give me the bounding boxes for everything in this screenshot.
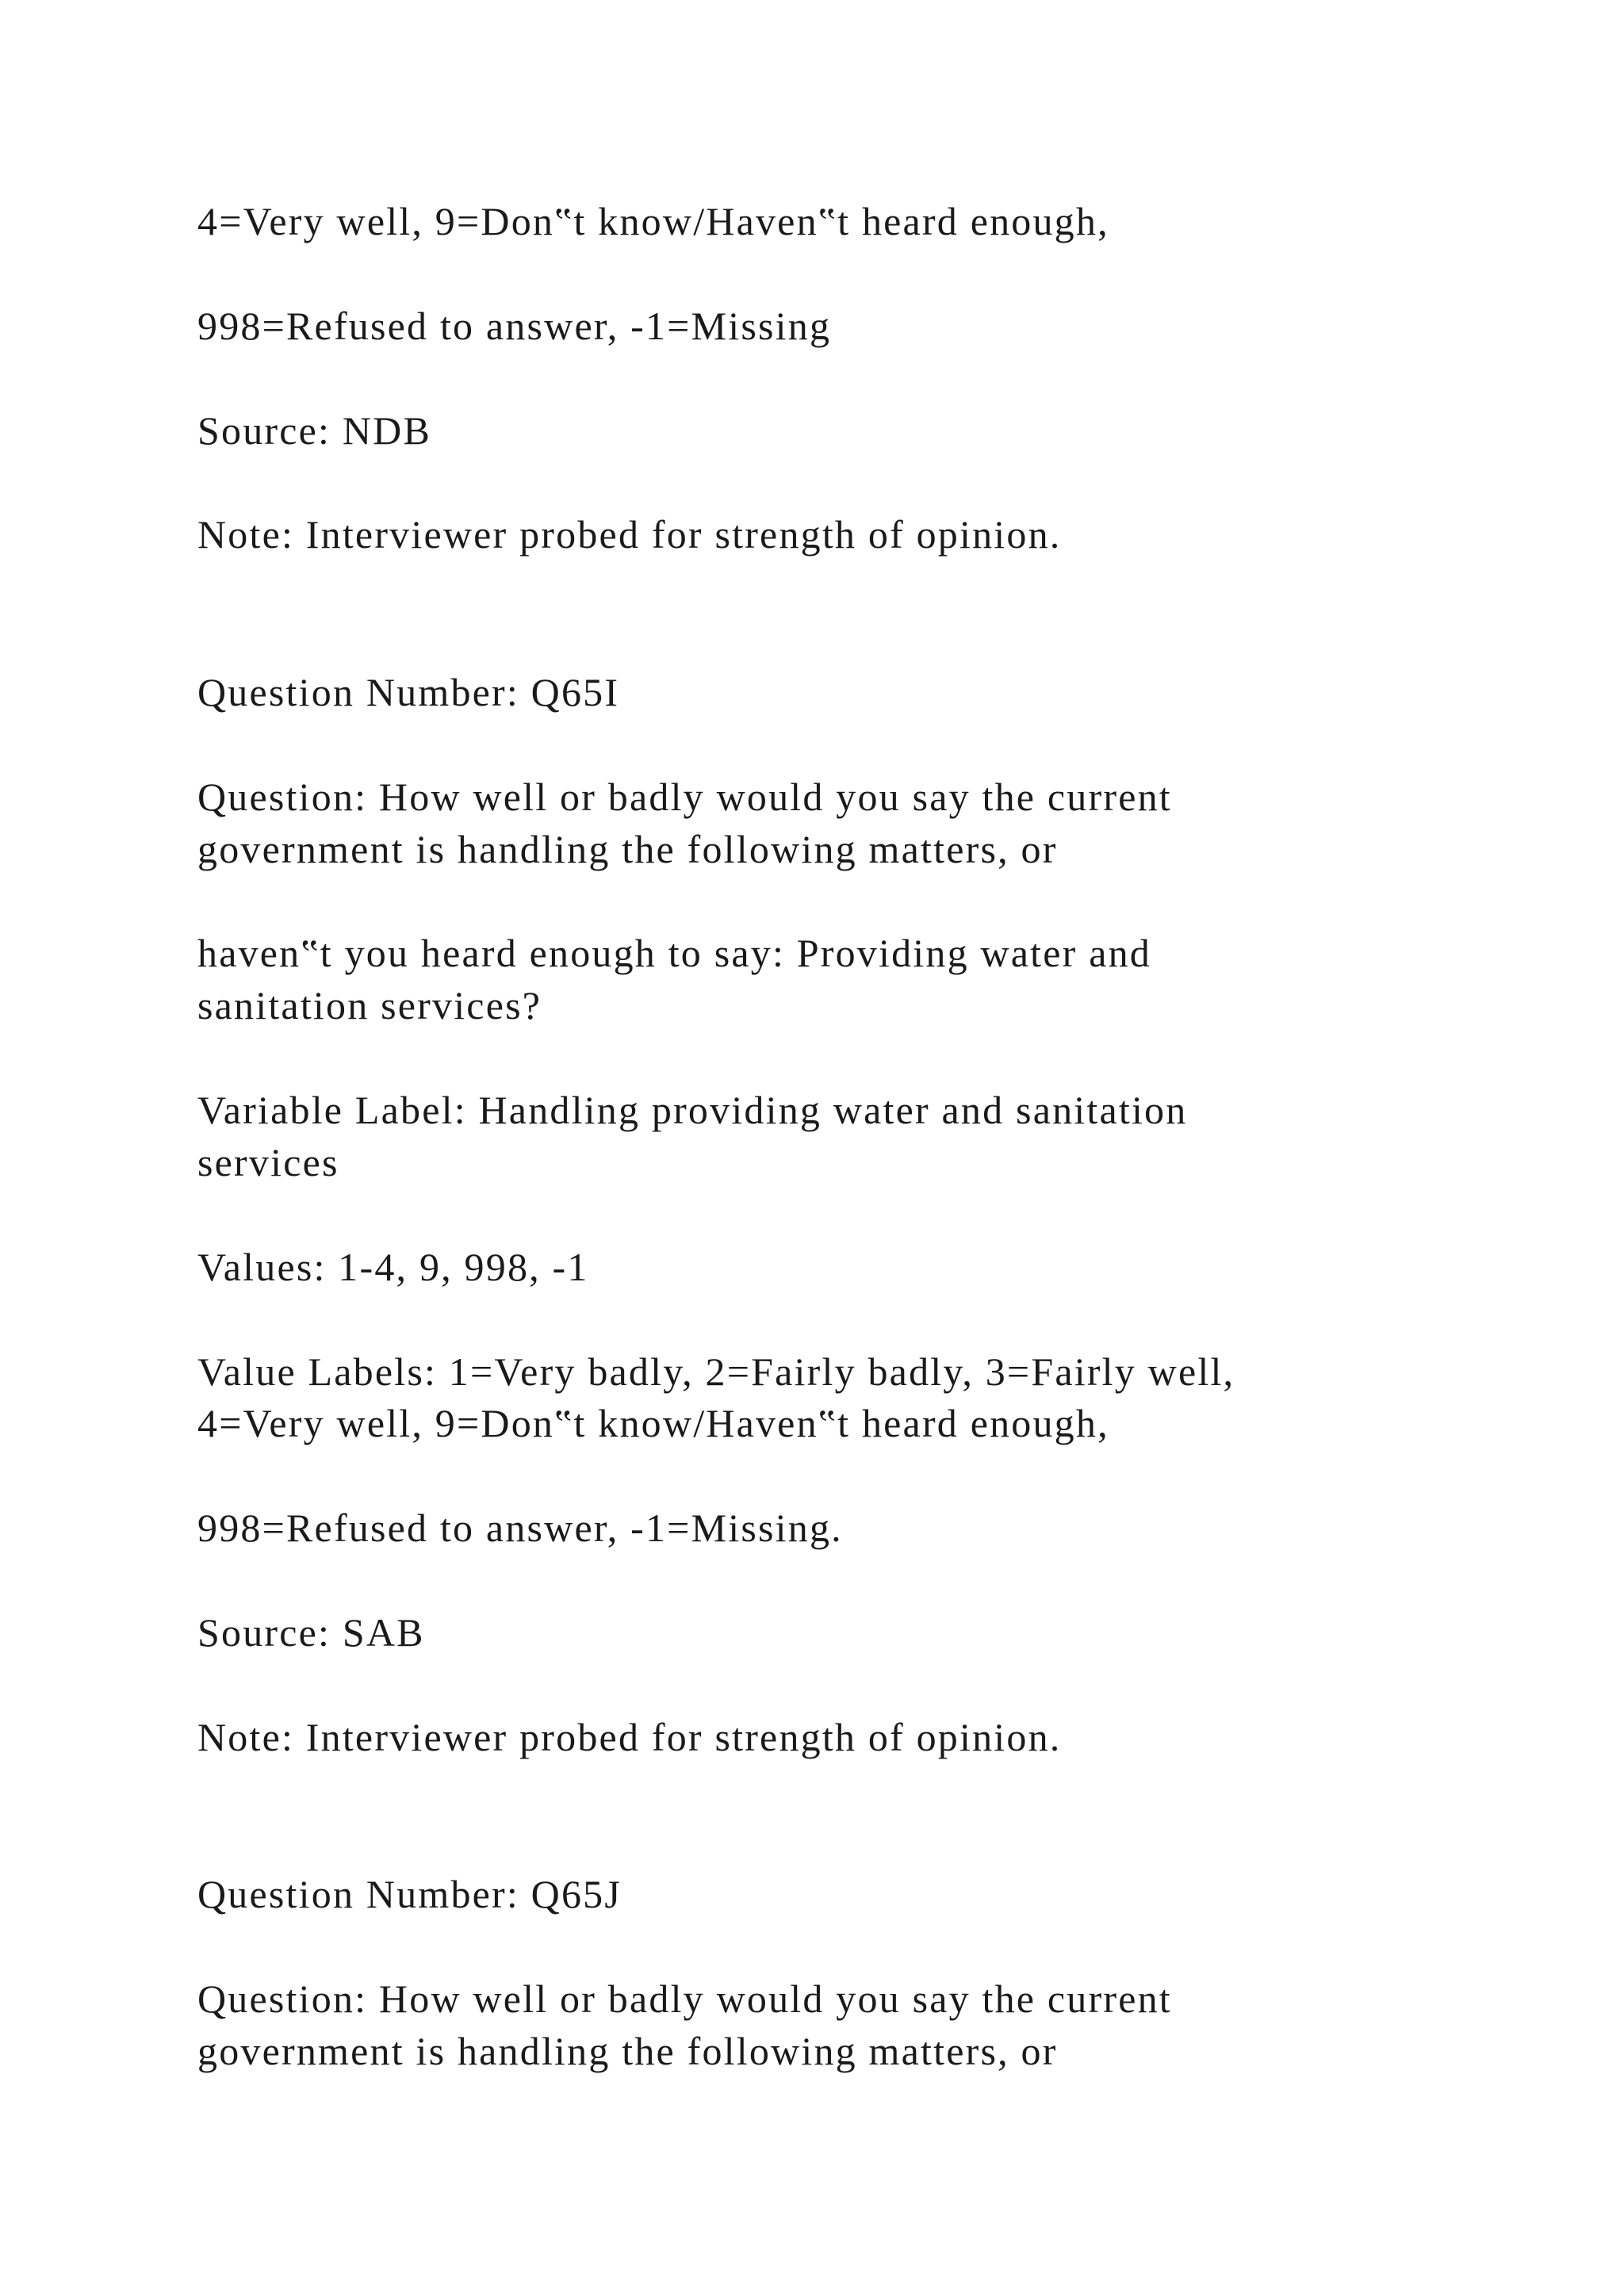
question-number-q65j: Question Number: Q65J [197,1872,622,1916]
value-labels-continuation-line: 4=Very well, 9=Don‟t know/Haven‟t heard enough, [197,199,1109,243]
value-labels-line: 4=Very well, 9=Don‟t know/Haven‟t heard enough, [197,1401,1109,1445]
note-line: Note: Interviewer probed for strength of opinion. [197,512,1062,557]
question-text-line: government is handling the following matters, or [197,2029,1058,2073]
note-line: Note: Interviewer probed for strength of opinion. [197,1715,1062,1759]
variable-label-line: Variable Label: Handling providing water and sanitation [197,1088,1188,1132]
question-number-q65i: Question Number: Q65I [197,670,620,714]
variable-label-line: services [197,1140,339,1184]
value-labels-line: 998=Refused to answer, -1=Missing. [197,1506,843,1550]
question-text-line: Question: How well or badly would you say the current [197,1976,1172,2021]
question-text-line: sanitation services? [197,983,542,1027]
value-labels-refused-line: 998=Refused to answer, -1=Missing [197,304,832,348]
question-text-line: government is handling the following matters, or [197,827,1058,871]
question-text-line: Question: How well or badly would you say the current [197,775,1172,819]
value-labels-line: Value Labels: 1=Very badly, 2=Fairly badly, 3=Fairly well, [197,1349,1235,1394]
source-line: Source: NDB [197,408,432,453]
values-line: Values: 1-4, 9, 998, -1 [197,1245,589,1289]
source-line: Source: SAB [197,1610,425,1655]
question-text-line: haven‟t you heard enough to say: Providing water and [197,931,1151,975]
